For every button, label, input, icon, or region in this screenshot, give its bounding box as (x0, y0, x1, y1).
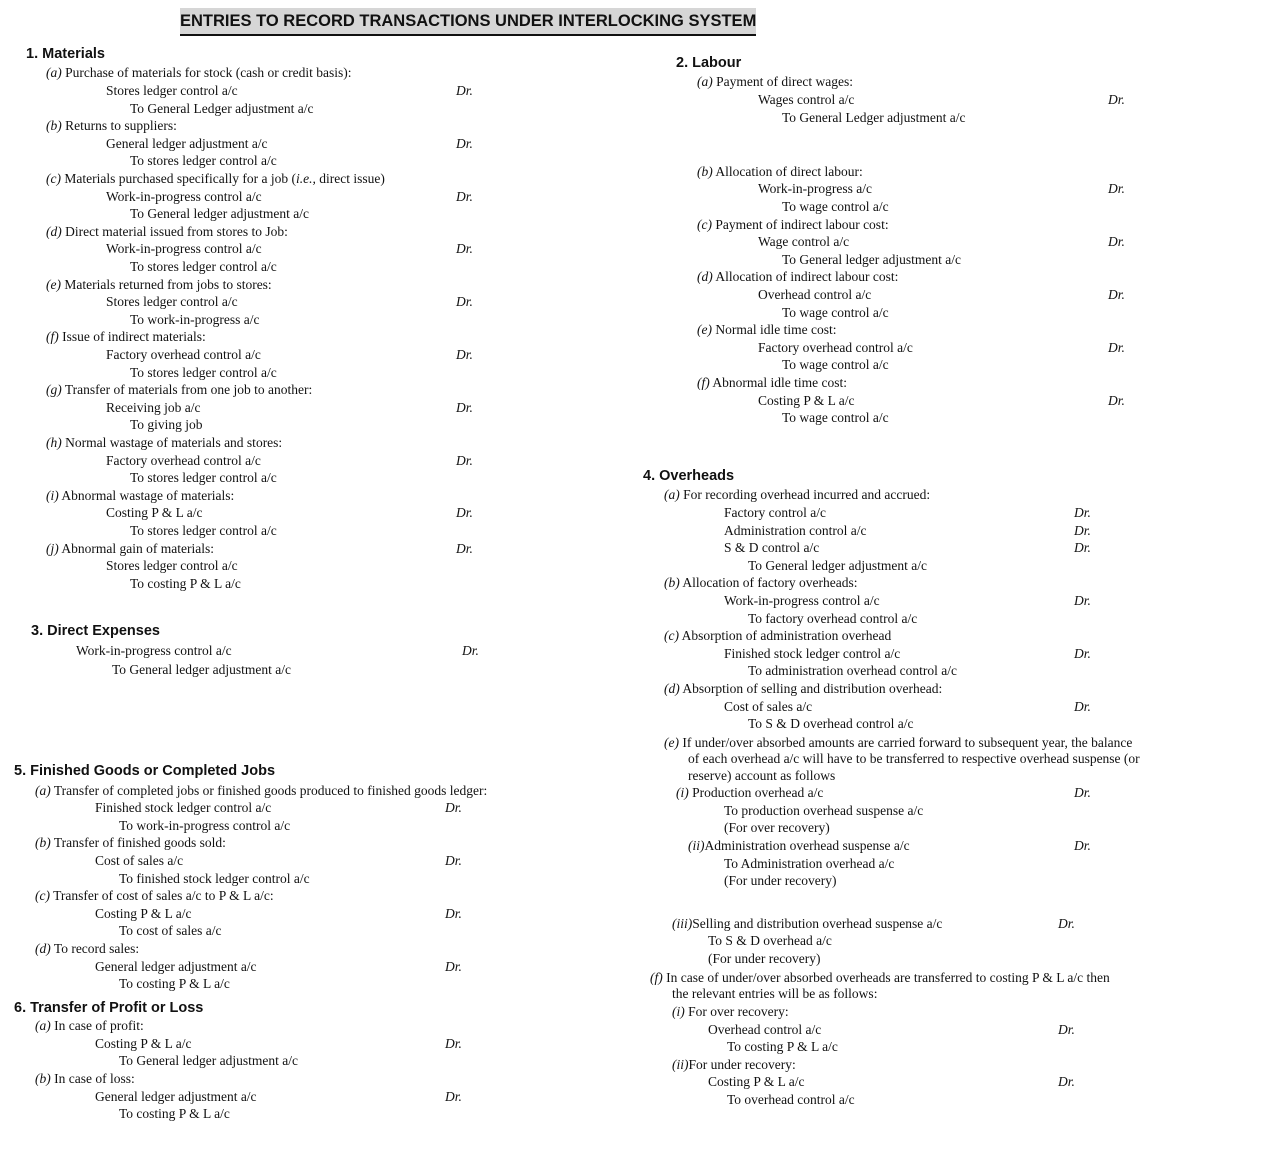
debit-account: Work-in-progress control a/c (106, 189, 262, 204)
dr-marker: Dr. (445, 906, 462, 921)
debit-account: Stores ledger control a/c (106, 83, 238, 98)
credit-account: To S & D overhead a/c (708, 933, 832, 948)
dr-marker: Dr. (445, 1036, 462, 1051)
dr-marker: Dr. (1074, 540, 1091, 555)
credit-account: To work-in-progress a/c (130, 312, 260, 327)
debit-account: Stores ledger control a/c (106, 294, 238, 309)
dr-marker: Dr. (456, 453, 473, 468)
debit-account: Cost of sales a/c (724, 699, 813, 714)
debit-account: Factory overhead control a/c (106, 453, 261, 468)
dr-marker: Dr. (445, 959, 462, 974)
debit-account: Cost of sales a/c (95, 853, 184, 868)
debit-account: Overhead control a/c (758, 287, 872, 302)
dr-marker: Dr. (456, 505, 473, 520)
debit-account: General ledger adjustment a/c (95, 959, 257, 974)
entry-description: (a) Purchase of materials for stock (cash or credit basis): (46, 65, 352, 80)
debit-account: Finished stock ledger control a/c (724, 646, 901, 661)
debit-account: Costing P & L a/c (758, 393, 855, 408)
credit-account: To wage control a/c (782, 357, 889, 372)
credit-account: To costing P & L a/c (130, 576, 241, 591)
debit-account: General ledger adjustment a/c (106, 136, 268, 151)
credit-account: To General Ledger adjustment a/c (782, 110, 966, 125)
credit-account: To stores ledger control a/c (130, 153, 277, 168)
dr-marker: Dr. (456, 347, 473, 362)
credit-account: To General ledger adjustment a/c (112, 662, 291, 677)
debit-account: Factory overhead control a/c (106, 347, 261, 362)
dr-marker: Dr. (1108, 234, 1125, 249)
entry-description: (e) If under/over absorbed amounts are carried forward to subsequent year, the balance (664, 735, 1133, 750)
dr-marker: Dr. (1074, 699, 1091, 714)
section-heading-materials: 1. Materials (26, 46, 105, 62)
dr-marker: Dr. (1074, 593, 1091, 608)
entry-description: (b) Allocation of factory overheads: (664, 575, 858, 590)
credit-account: To production overhead suspense a/c (724, 803, 924, 818)
entry-note: (For over recovery) (724, 820, 830, 835)
entry-description: (c) Materials purchased specifically for a job (i.e., direct issue) (46, 171, 385, 186)
entry-description: (a) For recording overhead incurred and accrued: (664, 487, 931, 502)
credit-account: To wage control a/c (782, 305, 889, 320)
entry-description: (b) In case of loss: (35, 1071, 135, 1086)
entry-description: (d) To record sales: (35, 941, 140, 956)
entry-description: (c) Payment of indirect labour cost: (697, 217, 889, 232)
credit-account: To Administration overhead a/c (724, 856, 895, 871)
dr-marker: Dr. (1058, 916, 1075, 931)
credit-account: To overhead control a/c (727, 1092, 855, 1107)
entry-description: (b) Allocation of direct labour: (697, 164, 863, 179)
section-heading-labour: 2. Labour (676, 55, 742, 71)
entry-description: (j) Abnormal gain of materials: (46, 541, 214, 556)
entry-description: (a) Transfer of completed jobs or finished goods produced to finished goods ledger: (35, 783, 488, 798)
dr-marker: Dr. (445, 1089, 462, 1104)
credit-account: To factory overhead control a/c (748, 611, 918, 626)
credit-account: To giving job (130, 417, 203, 432)
credit-account: To General ledger adjustment a/c (782, 252, 961, 267)
section-heading-profit-loss: 6. Transfer of Profit or Loss (14, 1000, 204, 1016)
entry-description: of each overhead a/c will have to be transferred to respective overhead suspense (or (688, 751, 1140, 766)
debit-account: Costing P & L a/c (106, 505, 203, 520)
debit-account: General ledger adjustment a/c (95, 1089, 257, 1104)
page-title: ENTRIES TO RECORD TRANSACTIONS UNDER INTERLOCKING SYSTEM (180, 8, 756, 36)
credit-account: To stores ledger control a/c (130, 470, 277, 485)
debit-account: Work-in-progress control a/c (724, 593, 880, 608)
entry-description: (d) Allocation of indirect labour cost: (697, 269, 899, 284)
entry-description: (f) In case of under/over absorbed overheads are transferred to costing P & L a/c then (650, 970, 1110, 985)
debit-account: S & D control a/c (724, 540, 820, 555)
entry-description: (g) Transfer of materials from one job to another: (46, 382, 313, 397)
dr-marker: Dr. (1074, 523, 1091, 538)
credit-account: To costing P & L a/c (119, 1106, 230, 1121)
dr-marker: Dr. (456, 241, 473, 256)
dr-marker: Dr. (456, 83, 473, 98)
credit-account: To General ledger adjustment a/c (748, 558, 927, 573)
entry-description: (i) Abnormal wastage of materials: (46, 488, 235, 503)
debit-account: Factory overhead control a/c (758, 340, 913, 355)
dr-marker: Dr. (445, 800, 462, 815)
entry-note: (For under recovery) (708, 951, 821, 966)
dr-marker: Dr. (1108, 181, 1125, 196)
credit-account: To General Ledger adjustment a/c (130, 101, 314, 116)
credit-account: To work-in-progress control a/c (119, 818, 291, 833)
dr-marker: Dr. (1108, 287, 1125, 302)
credit-account: To stores ledger control a/c (130, 523, 277, 538)
entry-description: (e) Normal idle time cost: (697, 322, 837, 337)
dr-marker: Dr. (456, 189, 473, 204)
debit-account: Work-in-progress control a/c (76, 643, 232, 658)
dr-marker: Dr. (445, 853, 462, 868)
dr-marker: Dr. (1074, 646, 1091, 661)
debit-account: Work-in-progress control a/c (106, 241, 262, 256)
section-heading-finished-goods: 5. Finished Goods or Completed Jobs (14, 763, 276, 779)
debit-account: Finished stock ledger control a/c (95, 800, 272, 815)
debit-account: Work-in-progress a/c (758, 181, 872, 196)
section-heading-direct-expenses: 3. Direct Expenses (31, 623, 160, 639)
sub-entry-debit: (ii)Administration overhead suspense a/c (688, 838, 910, 853)
dr-marker: Dr. (1074, 785, 1091, 800)
dr-marker: Dr. (1074, 505, 1091, 520)
dr-marker: Dr. (462, 643, 479, 658)
entry-description: (b) Transfer of finished goods sold: (35, 835, 226, 850)
debit-account: Wage control a/c (758, 234, 850, 249)
debit-account: Administration control a/c (724, 523, 867, 538)
credit-account: To General ledger adjustment a/c (130, 206, 309, 221)
dr-marker: Dr. (456, 400, 473, 415)
dr-marker: Dr. (456, 136, 473, 151)
credit-account: To General ledger adjustment a/c (119, 1053, 298, 1068)
dr-marker: Dr. (1108, 92, 1125, 107)
entry-description: (c) Absorption of administration overhead (664, 628, 892, 643)
debit-account: Stores ledger control a/c (106, 558, 238, 573)
credit-account: To wage control a/c (782, 199, 889, 214)
credit-account: To wage control a/c (782, 410, 889, 425)
dr-marker: Dr. (1108, 393, 1125, 408)
entry-description: the relevant entries will be as follows: (672, 986, 878, 1001)
entry-description: (e) Materials returned from jobs to stores: (46, 277, 272, 292)
entry-description: (d) Absorption of selling and distribution overhead: (664, 681, 943, 696)
entry-description: (c) Transfer of cost of sales a/c to P & L a/c: (35, 888, 274, 903)
entry-description: (f) Issue of indirect materials: (46, 329, 206, 344)
debit-account: Costing P & L a/c (95, 1036, 192, 1051)
credit-account: To costing P & L a/c (727, 1039, 838, 1054)
credit-account: To cost of sales a/c (119, 923, 222, 938)
credit-account: To finished stock ledger control a/c (119, 871, 310, 886)
entry-description: (d) Direct material issued from stores to Job: (46, 224, 288, 239)
dr-marker: Dr. (1074, 838, 1091, 853)
debit-account: Receiving job a/c (106, 400, 201, 415)
entry-description: (a) In case of profit: (35, 1018, 144, 1033)
dr-marker: Dr. (1058, 1022, 1075, 1037)
debit-account: Factory control a/c (724, 505, 826, 520)
sub-entry-description: (i) For over recovery: (672, 1004, 789, 1019)
debit-account: Wages control a/c (758, 92, 855, 107)
debit-account: Overhead control a/c (708, 1022, 822, 1037)
section-heading-overheads: 4. Overheads (643, 468, 735, 484)
sub-entry-debit: (iii)Selling and distribution overhead suspense a/c (672, 916, 943, 931)
entry-description: (a) Payment of direct wages: (697, 74, 853, 89)
entry-description: (h) Normal wastage of materials and stores: (46, 435, 283, 450)
entry-description: (b) Returns to suppliers: (46, 118, 177, 133)
credit-account: To administration overhead control a/c (748, 663, 957, 678)
debit-account: Costing P & L a/c (95, 906, 192, 921)
sub-entry-debit: (i) Production overhead a/c (676, 785, 824, 800)
entry-description: reserve) account as follows (688, 768, 836, 783)
dr-marker: Dr. (1108, 340, 1125, 355)
sub-entry-description: (ii)For under recovery: (672, 1057, 796, 1072)
credit-account: To costing P & L a/c (119, 976, 230, 991)
credit-account: To S & D overhead control a/c (748, 716, 914, 731)
dr-marker: Dr. (456, 541, 473, 556)
credit-account: To stores ledger control a/c (130, 365, 277, 380)
credit-account: To stores ledger control a/c (130, 259, 277, 274)
entry-note: (For under recovery) (724, 873, 837, 888)
dr-marker: Dr. (1058, 1074, 1075, 1089)
entry-description: (f) Abnormal idle time cost: (697, 375, 847, 390)
debit-account: Costing P & L a/c (708, 1074, 805, 1089)
dr-marker: Dr. (456, 294, 473, 309)
